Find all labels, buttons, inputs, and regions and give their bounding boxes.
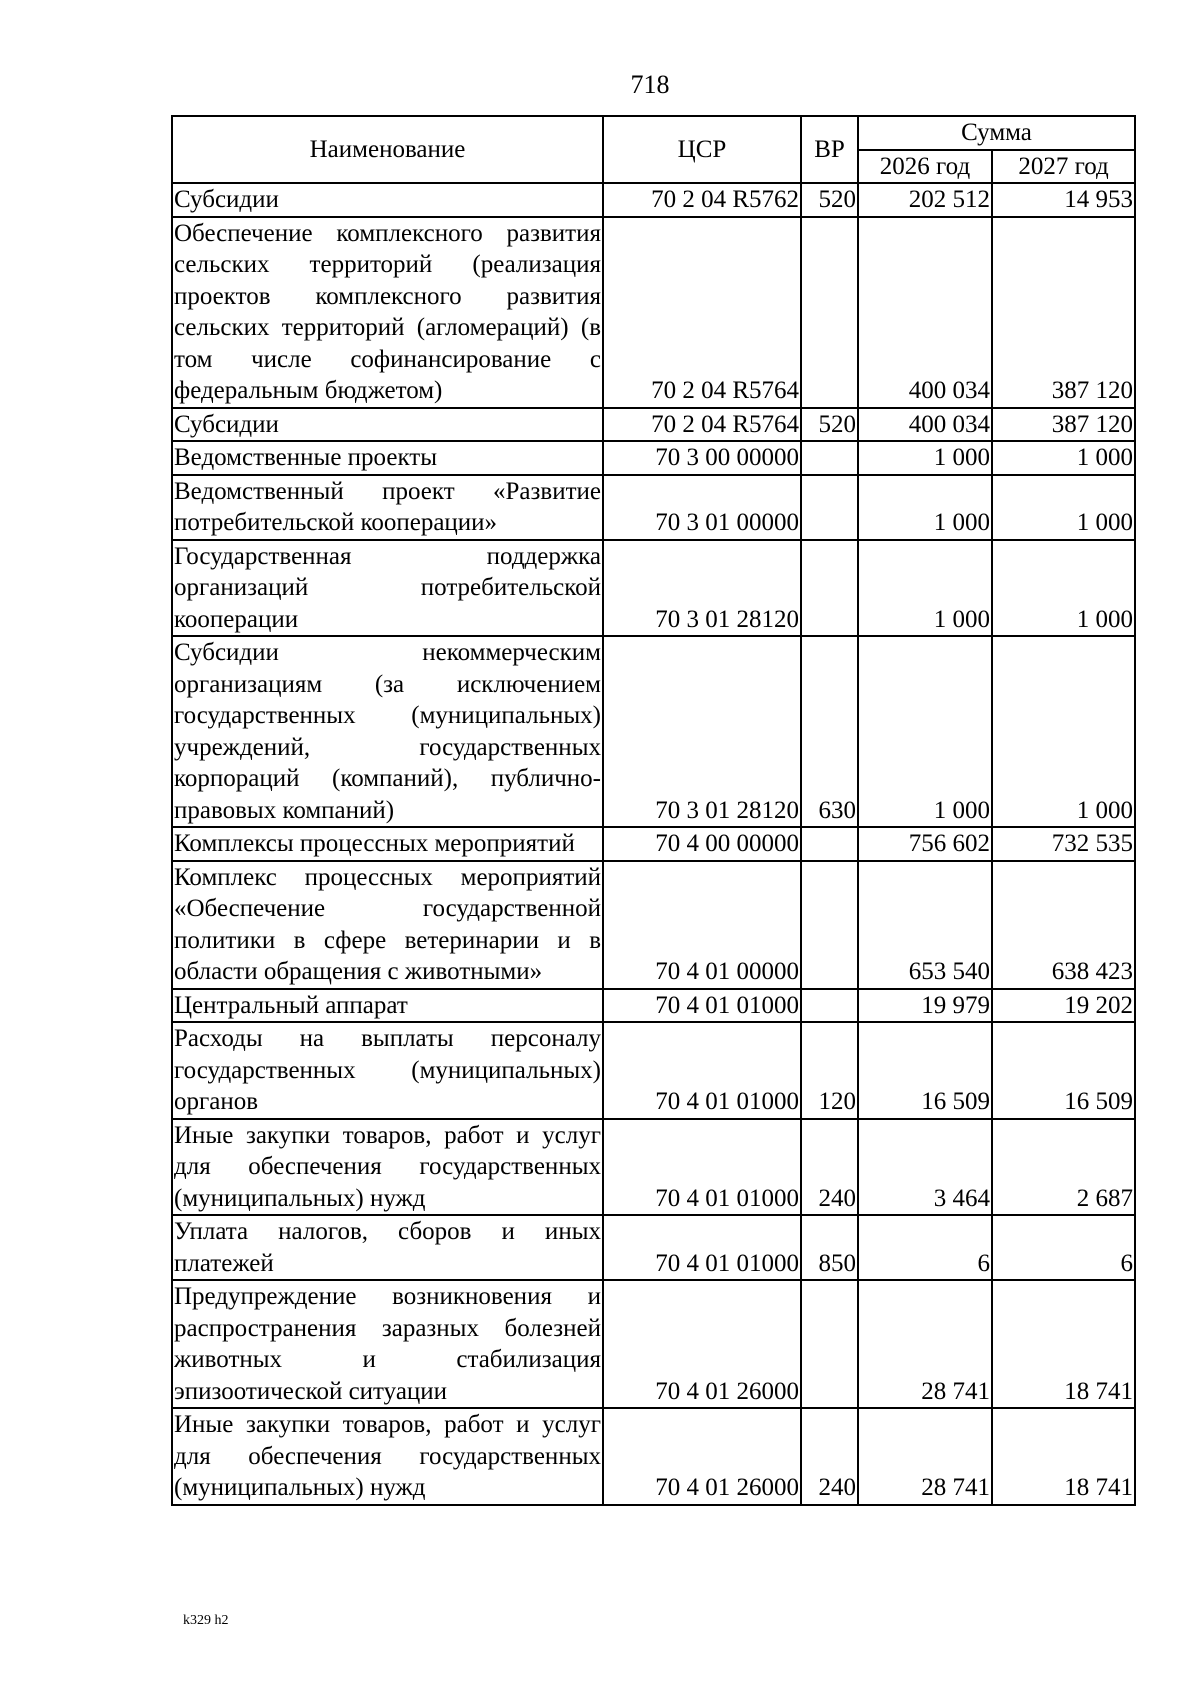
row-vr: 850 <box>801 1215 858 1280</box>
row-name: Предупреждение возникновения и распространения заразных болезней животных и стабилизация эпизоотической ситуации <box>172 1280 603 1408</box>
row-csr: 70 3 01 28120 <box>603 636 801 827</box>
row-amount-2026: 28 741 <box>858 1408 992 1505</box>
row-csr: 70 4 00 00000 <box>603 827 801 861</box>
table-row <box>172 1119 1135 1216</box>
row-csr: 70 2 04 R5764 <box>603 408 801 442</box>
row-amount-2026: 1 000 <box>858 540 992 637</box>
row-amount-2027: 387 120 <box>992 217 1135 408</box>
row-amount-2027: 1 000 <box>992 540 1135 637</box>
row-vr: 630 <box>801 636 858 827</box>
row-name: Комплексы процессных мероприятий <box>172 827 603 861</box>
footer-code: k329 h2 <box>183 1613 229 1628</box>
row-amount-2026: 1 000 <box>858 441 992 475</box>
row-amount-2027: 387 120 <box>992 408 1135 442</box>
row-amount-2027: 6 <box>992 1215 1135 1280</box>
table-row <box>172 475 1135 540</box>
row-vr: 520 <box>801 183 858 217</box>
header-csr: ЦСР <box>603 116 801 183</box>
table-row <box>172 636 1135 827</box>
row-csr: 70 4 01 01000 <box>603 1215 801 1280</box>
table-row <box>172 1022 1135 1119</box>
header-year-2026: 2026 год <box>858 150 992 184</box>
row-amount-2026: 756 602 <box>858 827 992 861</box>
row-vr <box>801 540 858 637</box>
row-name: Ведомственные проекты <box>172 441 603 475</box>
row-amount-2026: 202 512 <box>858 183 992 217</box>
row-amount-2027: 18 741 <box>992 1280 1135 1408</box>
header-year-2027: 2027 год <box>992 150 1135 184</box>
row-amount-2027: 732 535 <box>992 827 1135 861</box>
row-vr <box>801 475 858 540</box>
row-amount-2027: 16 509 <box>992 1022 1135 1119</box>
row-csr: 70 3 01 00000 <box>603 475 801 540</box>
row-name: Субсидии <box>172 408 603 442</box>
table-row <box>172 183 1135 217</box>
row-amount-2026: 1 000 <box>858 636 992 827</box>
table-row <box>172 1215 1135 1280</box>
page-number: 718 <box>630 70 670 99</box>
row-amount-2027: 1 000 <box>992 441 1135 475</box>
row-amount-2027: 1 000 <box>992 636 1135 827</box>
row-vr <box>801 217 858 408</box>
row-csr: 70 4 01 26000 <box>603 1408 801 1505</box>
table-row <box>172 827 1135 861</box>
row-vr <box>801 861 858 989</box>
header-name: Наименование <box>172 116 603 183</box>
row-amount-2027: 18 741 <box>992 1408 1135 1505</box>
row-name: Субсидии некоммерческим организациям (за исключением государственных (муниципальных) учреждений, государственных корпораций (компаний), публично-правовых компаний) <box>172 636 603 827</box>
row-name: Обеспечение комплексного развития сельских территорий (реализация проектов комплексного развития сельских территорий (агломераций) (в том числе софинансирование с федеральным бюджетом) <box>172 217 603 408</box>
table-body <box>172 183 1135 1505</box>
row-vr: 240 <box>801 1408 858 1505</box>
row-name: Иные закупки товаров, работ и услуг для обеспечения государственных (муниципальных) нужд <box>172 1408 603 1505</box>
table-row <box>172 989 1135 1023</box>
row-csr: 70 4 01 01000 <box>603 1022 801 1119</box>
row-csr: 70 4 01 01000 <box>603 989 801 1023</box>
table-row <box>172 1408 1135 1505</box>
table-row <box>172 408 1135 442</box>
row-csr: 70 3 01 28120 <box>603 540 801 637</box>
row-csr: 70 4 01 01000 <box>603 1119 801 1216</box>
header-vr: ВР <box>801 116 858 183</box>
row-amount-2027: 14 953 <box>992 183 1135 217</box>
row-amount-2026: 1 000 <box>858 475 992 540</box>
row-amount-2026: 3 464 <box>858 1119 992 1216</box>
row-vr <box>801 827 858 861</box>
header-sum: Сумма <box>858 116 1135 150</box>
row-name: Уплата налогов, сборов и иных платежей <box>172 1215 603 1280</box>
row-amount-2026: 400 034 <box>858 217 992 408</box>
row-name: Комплекс процессных мероприятий «Обеспечение государственной политики в сфере ветеринарии и в области обращения с животными» <box>172 861 603 989</box>
row-amount-2027: 19 202 <box>992 989 1135 1023</box>
budget-table <box>171 115 1136 1506</box>
table-header <box>172 116 1135 183</box>
row-amount-2026: 16 509 <box>858 1022 992 1119</box>
row-vr <box>801 989 858 1023</box>
row-amount-2027: 1 000 <box>992 475 1135 540</box>
row-name: Иные закупки товаров, работ и услуг для обеспечения государственных (муниципальных) нужд <box>172 1119 603 1216</box>
row-csr: 70 2 04 R5764 <box>603 217 801 408</box>
row-csr: 70 4 01 26000 <box>603 1280 801 1408</box>
table-row <box>172 441 1135 475</box>
row-vr <box>801 1280 858 1408</box>
table-row <box>172 217 1135 408</box>
table-row <box>172 540 1135 637</box>
row-name: Расходы на выплаты персоналу государственных (муниципальных) органов <box>172 1022 603 1119</box>
table-row <box>172 1280 1135 1408</box>
row-csr: 70 4 01 00000 <box>603 861 801 989</box>
row-vr: 120 <box>801 1022 858 1119</box>
row-amount-2026: 653 540 <box>858 861 992 989</box>
table-row <box>172 861 1135 989</box>
row-amount-2027: 2 687 <box>992 1119 1135 1216</box>
row-amount-2027: 638 423 <box>992 861 1135 989</box>
row-amount-2026: 19 979 <box>858 989 992 1023</box>
row-amount-2026: 6 <box>858 1215 992 1280</box>
row-vr <box>801 441 858 475</box>
row-amount-2026: 400 034 <box>858 408 992 442</box>
row-csr: 70 3 00 00000 <box>603 441 801 475</box>
row-vr: 520 <box>801 408 858 442</box>
row-name: Центральный аппарат <box>172 989 603 1023</box>
row-name: Государственная поддержка организаций потребительской кооперации <box>172 540 603 637</box>
row-name: Субсидии <box>172 183 603 217</box>
row-vr: 240 <box>801 1119 858 1216</box>
row-name: Ведомственный проект «Развитие потребительской кооперации» <box>172 475 603 540</box>
row-amount-2026: 28 741 <box>858 1280 992 1408</box>
row-csr: 70 2 04 R5762 <box>603 183 801 217</box>
